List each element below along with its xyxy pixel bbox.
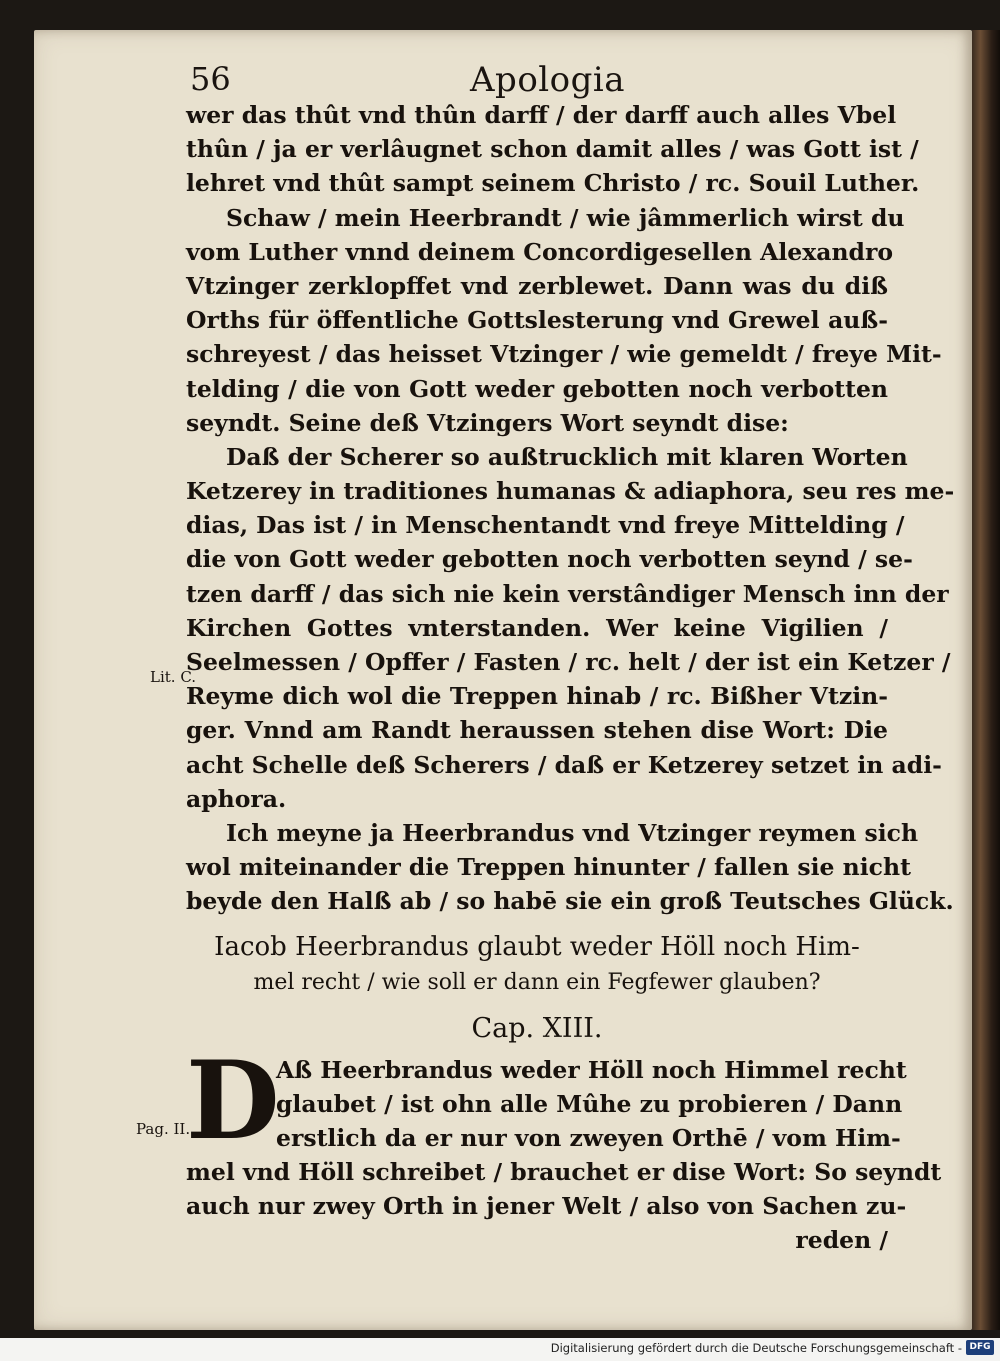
drop-initial: D	[186, 1037, 280, 1164]
text-line: reden /	[795, 1226, 888, 1255]
text-line: Reyme dich wol die Treppen hinab / rc. Bißher Vtzin-	[186, 682, 888, 711]
text-line: Daß der Scherer so außtrucklich mit klaren Worten	[226, 442, 908, 471]
text-line: tzen darff / das sich nie kein verstândiger Mensch inn der	[186, 579, 949, 608]
footer-bar	[0, 1338, 1000, 1361]
text-line: seyndt. Seine deß Vtzingers Wort seyndt dise:	[186, 408, 789, 437]
text-line: thûn / ja er verlâugnet schon damit alles / was Gott ist /	[186, 135, 919, 164]
text-line: auch nur zwey Orth in jener Welt / also von Sachen zu-	[186, 1192, 907, 1221]
text-line: aphora.	[186, 784, 287, 813]
dfg-logo: DFG	[966, 1340, 994, 1355]
margin-note-pag: Pag. II.	[136, 1120, 191, 1138]
text-line: dias, Das ist / in Menschentandt vnd freye Mittelding /	[186, 511, 905, 540]
text-line: Vtzinger zerklopffet vnd zerblewet. Dann was du diß	[186, 271, 888, 300]
section-heading-line-2: mel recht / wie soll er dann ein Fegfewer glauben?	[253, 969, 821, 995]
text-line: glaubet / ist ohn alle Mûhe zu probieren / Dann	[276, 1089, 903, 1118]
text-line: telding / die von Gott weder gebotten noch verbotten	[186, 374, 888, 403]
margin-note-lit-c: Lit. C.	[150, 668, 197, 686]
text-line: Ketzerey in traditiones humanas & adiaphora, seu res me-	[186, 477, 955, 506]
text-line: ger. Vnnd am Randt heraussen stehen dise Wort: Die	[186, 716, 888, 745]
text-line: die von Gott weder gebotten noch verbotten seynd / se-	[186, 545, 913, 574]
text-line: Seelmessen / Opffer / Fasten / rc. helt / der ist ein Ketzer /	[186, 648, 951, 676]
text-line: Ich meyne ja Heerbrandus vnd Vtzinger reymen sich	[226, 818, 919, 847]
text-line: acht Schelle deß Scherers / daß er Ketzerey setzet in adi-	[186, 750, 942, 779]
text-line: Aß Heerbrandus weder Höll noch Himmel recht	[276, 1055, 907, 1084]
text-line: vom Luther vnnd deinem Concordigesellen Alexandro	[186, 237, 894, 266]
page-number: 56	[190, 60, 231, 98]
text-line: erstlich da er nur von zweyen Orthē / vom Him-	[276, 1123, 901, 1152]
text-line: wer das thût vnd thûn darff / der darff auch alles Vbel	[186, 101, 897, 129]
text-line: lehret vnd thût sampt seinem Christo / rc. Souil Luther.	[186, 169, 920, 198]
chapter-title: Cap. XIII.	[471, 1012, 603, 1044]
initial-paragraph	[186, 1037, 942, 1258]
text-line: Kirchen Gottes vnterstanden. Wer keine Vigilien /	[186, 613, 888, 642]
text-line: mel vnd Höll schreibet / brauchet er dise Wort: So seyndt	[186, 1158, 942, 1187]
text-line: beyde den Halß ab / so habē sie ein groß Teutsches Glück.	[186, 887, 954, 916]
section-heading-line-1: Iacob Heerbrandus glaubt weder Höll noch Him-	[214, 931, 860, 962]
running-head: Apologia	[470, 60, 626, 100]
text-line: wol miteinander die Treppen hinunter / fallen sie nicht	[186, 853, 911, 882]
text-line: Schaw / mein Heerbrandt / wie jâmmerlich wirst du	[226, 203, 905, 232]
book-spine-edge	[972, 30, 1000, 1330]
text-line: schreyest / das heisset Vtzinger / wie gemeldt / freye Mit-	[186, 340, 942, 369]
text-line: Orths für öffentliche Gottslesterung vnd Grewel auß-	[186, 306, 888, 335]
funding-credit: Digitalisierung gefördert durch die Deutsche Forschungsgemeinschaft -	[550, 1341, 962, 1355]
body-text	[186, 98, 955, 1258]
